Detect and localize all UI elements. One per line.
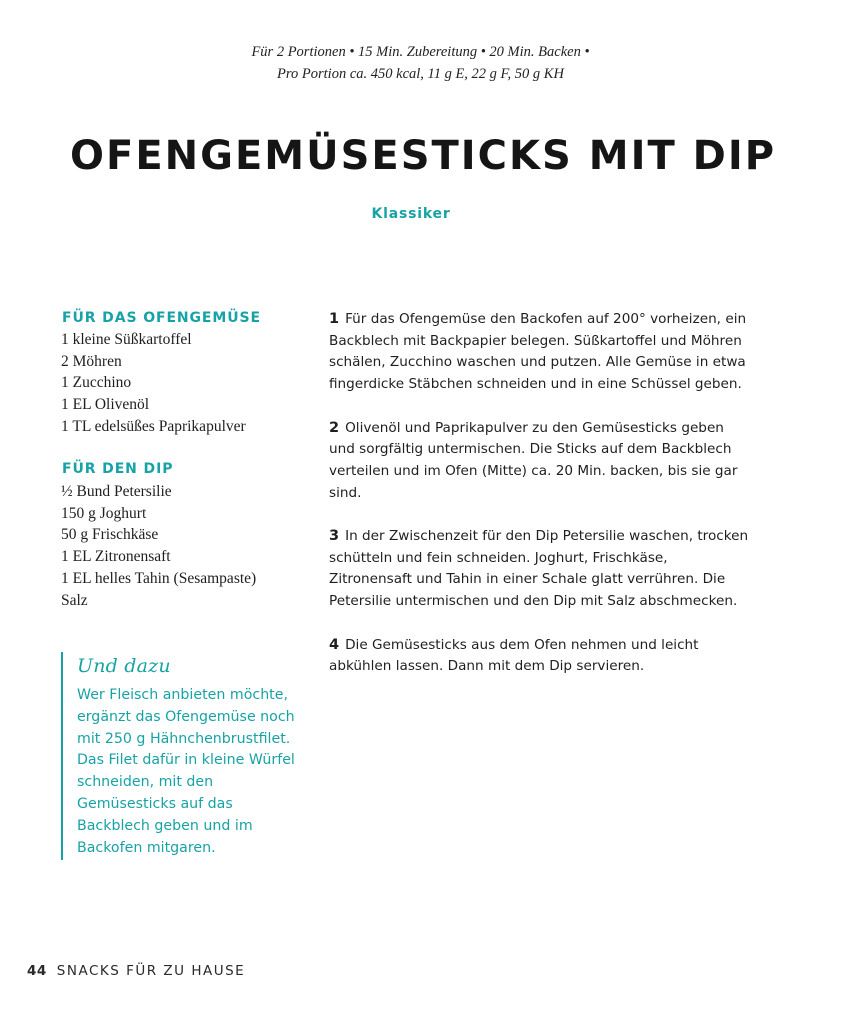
recipe-title-row: [70, 133, 777, 179]
ingredients-list-dip: [61, 481, 256, 611]
instructions: [329, 309, 754, 700]
step: [329, 309, 754, 396]
ingredient-item: 150 g Joghurt: [61, 504, 147, 522]
ingredients-heading-dip: FÜR DEN DIP: [62, 461, 174, 477]
step: [329, 418, 754, 505]
step-text: Die Gemüsesticks aus dem Ofen nehmen und leicht abkühlen lassen. Dann mit dem Dip servieren.: [329, 636, 699, 675]
tip-text: Wer Fleisch anbieten möchte, ergänzt das Ofengemüse noch mit 250 g Hähnchenbrustfilet. Das Filet dafür in kleine Würfel schneiden, mit den Gemüsesticks auf das Backblech geben und im Backofen mitgaren.: [77, 687, 295, 856]
step-text: Für das Ofengemüse den Backofen auf 200° vorheizen, ein Backblech mit Backpapier belegen. Süßkartoffel und Möhren schälen, Zucchino waschen und putzen. Alle Gemüse in etwa fingerdicke Stäbchen schneiden und in eine Schüssel geben.: [329, 311, 747, 393]
tip-box: [61, 652, 317, 860]
step-text: Olivenöl und Paprikapulver zu den Gemüsesticks geben und sorgfältig untermischen. Die Sticks auf dem Backblech verteilen und im Ofen (Mitte) ca. 20 Min. backen, bis sie gar sind.: [329, 419, 738, 501]
page-number: 44: [27, 963, 47, 979]
step-number: 1: [329, 311, 340, 327]
step-number: 3: [329, 528, 340, 544]
section-name: SNACKS FÜR ZU HAUSE: [56, 963, 246, 979]
ingredient-item: 50 g Frischkäse: [61, 526, 159, 544]
ingredient-item: 1 EL helles Tahin (Sesampaste): [61, 569, 257, 587]
ingredients-heading-vegetables: FÜR DAS OFENGEMÜSE: [62, 310, 261, 326]
recipe-category: Klassiker: [371, 206, 451, 222]
step-number: 2: [329, 419, 340, 436]
recipe-meta-line-2: Pro Portion ca. 450 kcal, 11 g E, 22 g F, 50 g KH: [277, 66, 564, 82]
recipe-title: OFENGEMÜSESTICKS MIT DIP: [70, 133, 777, 179]
ingredient-item: 1 TL edelsüßes Paprikapulver: [61, 417, 246, 435]
tip-heading: Und dazu: [77, 655, 171, 677]
ingredient-item: Salz: [61, 591, 88, 609]
ingredients-list-vegetables: [61, 329, 246, 438]
ingredient-item: 2 Möhren: [61, 352, 122, 370]
ingredient-item: 1 EL Zitronensaft: [61, 548, 171, 566]
ingredient-item: 1 kleine Süßkartoffel: [61, 331, 192, 348]
step-text: In der Zwischenzeit für den Dip Petersilie waschen, trocken schütteln und fein schneiden. Joghurt, Frischkäse, Zitronensaft und Tahin in einer Schale glatt verrühren. Die Petersilie untermischen und den Dip mit Salz abschmecken.: [329, 528, 749, 610]
page-footer: [27, 963, 245, 979]
ingredient-item: 1 EL Olivenöl: [61, 396, 150, 414]
step: [329, 635, 754, 678]
step: [329, 526, 754, 613]
ingredient-item: ½ Bund Petersilie: [61, 483, 172, 500]
recipe-meta-line-1: Für 2 Portionen • 15 Min. Zubereitung • 20 Min. Backen •: [251, 44, 590, 60]
step-number: 4: [329, 636, 340, 653]
ingredient-item: 1 Zucchino: [61, 374, 132, 392]
